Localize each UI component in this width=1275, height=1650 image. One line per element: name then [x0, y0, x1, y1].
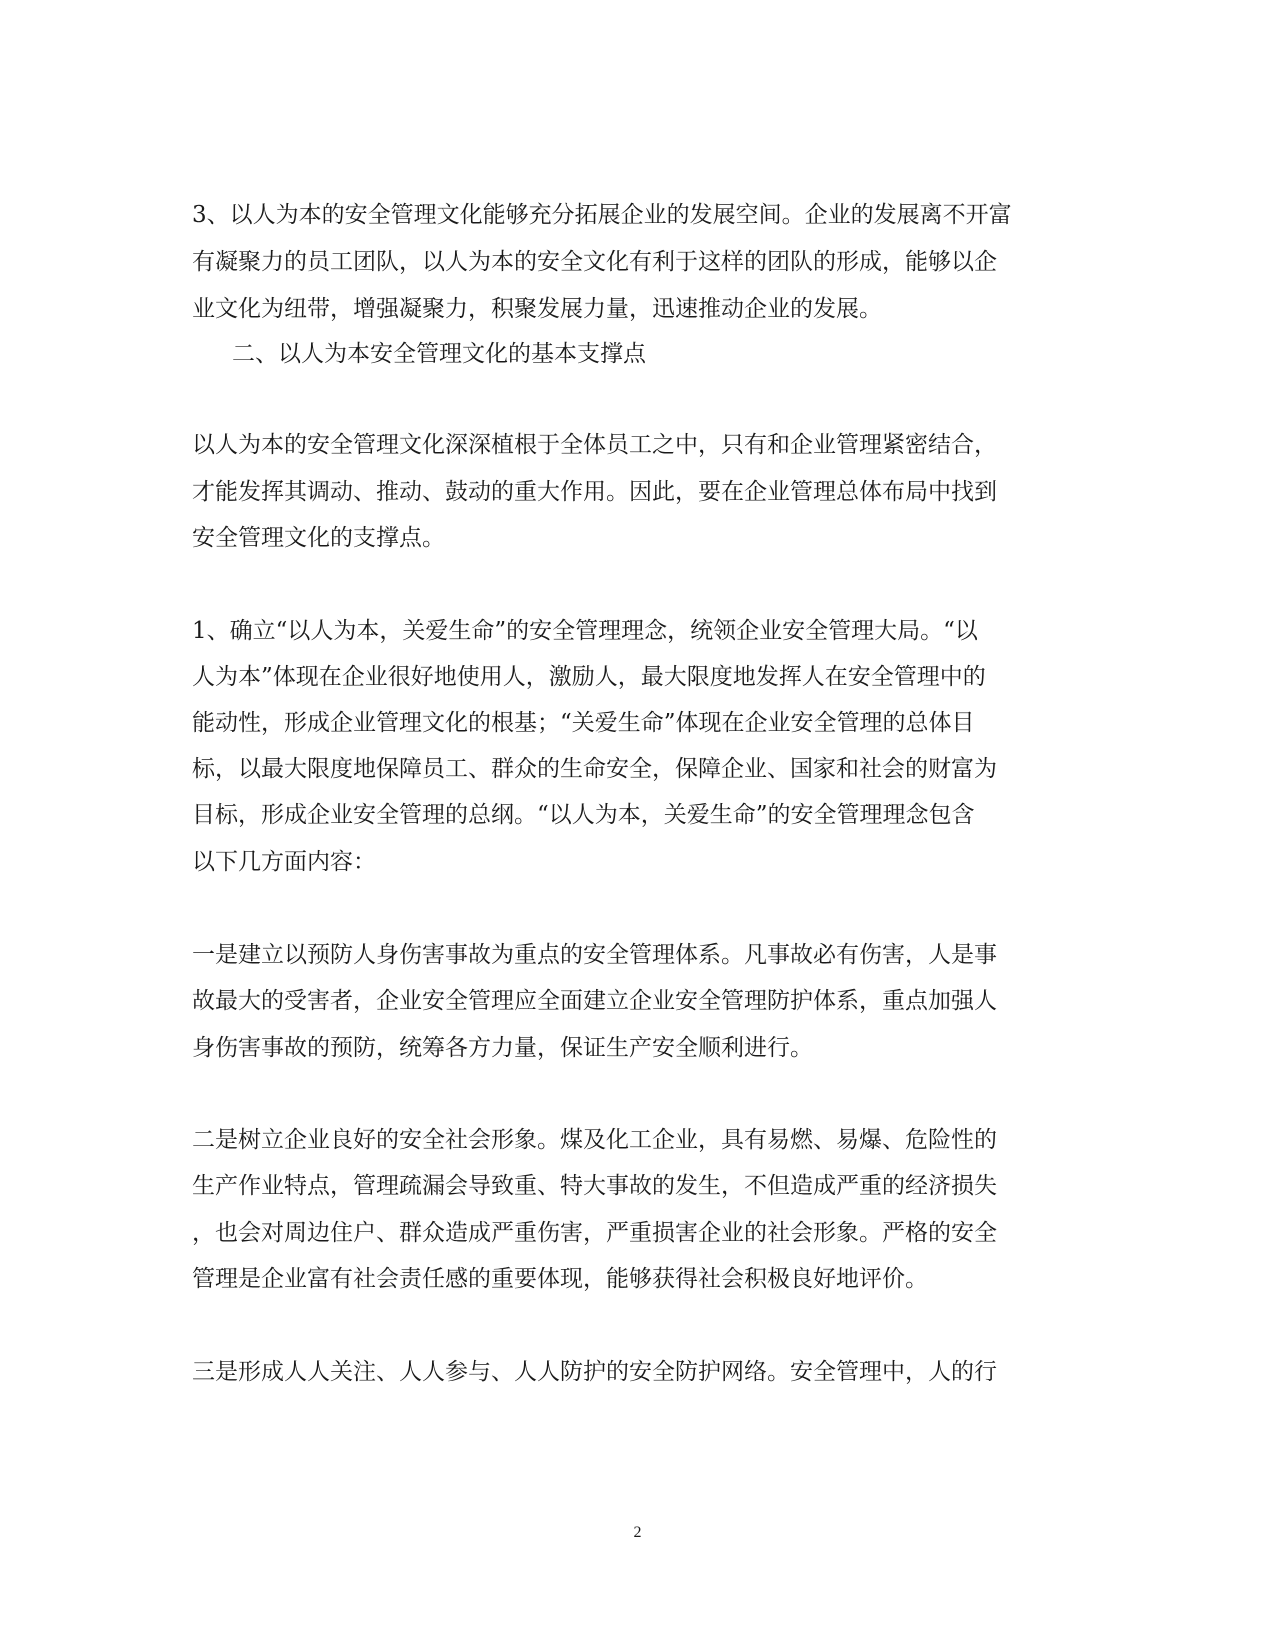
text-line: ，也会对周边住户、群众造成严重伤害，严重损害企业的社会形象。严格的安全	[192, 1220, 997, 1246]
text-line: 安全管理文化的支撑点。	[192, 525, 445, 551]
page-number: 2	[633, 1524, 642, 1541]
text-line: 3、以人为本的安全管理文化能够充分拓展企业的发展空间。企业的发展离不开富	[192, 202, 1012, 228]
text-line: 管理是企业富有社会责任感的重要体现，能够获得社会积极良好地评价。	[192, 1266, 928, 1292]
text-line: 三是形成人人关注、人人参与、人人防护的安全防护网络。安全管理中，人的行	[192, 1359, 997, 1385]
text-line: 目标，形成企业安全管理的总纲。“以人为本，关爱生命”的安全管理理念包含	[192, 802, 975, 828]
text-line: 能动性，形成企业管理文化的根基；“关爱生命”体现在企业安全管理的总体目	[192, 710, 975, 736]
text-line: 业文化为纽带，增强凝聚力，积聚发展力量，迅速推动企业的发展。	[192, 296, 882, 322]
text-line: 以人为本的安全管理文化深深植根于全体员工之中，只有和企业管理紧密结合，	[192, 432, 997, 458]
text-line: 故最大的受害者，企业安全管理应全面建立企业安全管理防护体系，重点加强人	[192, 988, 997, 1014]
text-line: 身伤害事故的预防，统筹各方力量，保证生产安全顺利进行。	[192, 1035, 813, 1061]
text-line: 二是树立企业良好的安全社会形象。煤及化工企业，具有易燃、易爆、危险性的	[192, 1127, 997, 1153]
text-line: 一是建立以预防人身伤害事故为重点的安全管理体系。凡事故必有伤害，人是事	[192, 942, 997, 968]
text-line: 以下几方面内容：	[192, 849, 376, 875]
text-line: 标，以最大限度地保障员工、群众的生命安全，保障企业、国家和社会的财富为	[192, 756, 997, 782]
text-line: 人为本”体现在企业很好地使用人，激励人，最大限度地发挥人在安全管理中的	[192, 664, 986, 690]
text-line: 1、确立“以人为本，关爱生命”的安全管理理念，统领企业安全管理大局。“以	[192, 618, 978, 644]
text-line: 才能发挥其调动、推动、鼓动的重大作用。因此，要在企业管理总体布局中找到	[192, 479, 997, 505]
section-heading: 二、以人为本安全管理文化的基本支撑点	[232, 341, 646, 367]
text-line: 生产作业特点，管理疏漏会导致重、特大事故的发生，不但造成严重的经济损失	[192, 1173, 997, 1199]
text-line: 有凝聚力的员工团队，以人为本的安全文化有利于这样的团队的形成，能够以企	[192, 249, 997, 275]
